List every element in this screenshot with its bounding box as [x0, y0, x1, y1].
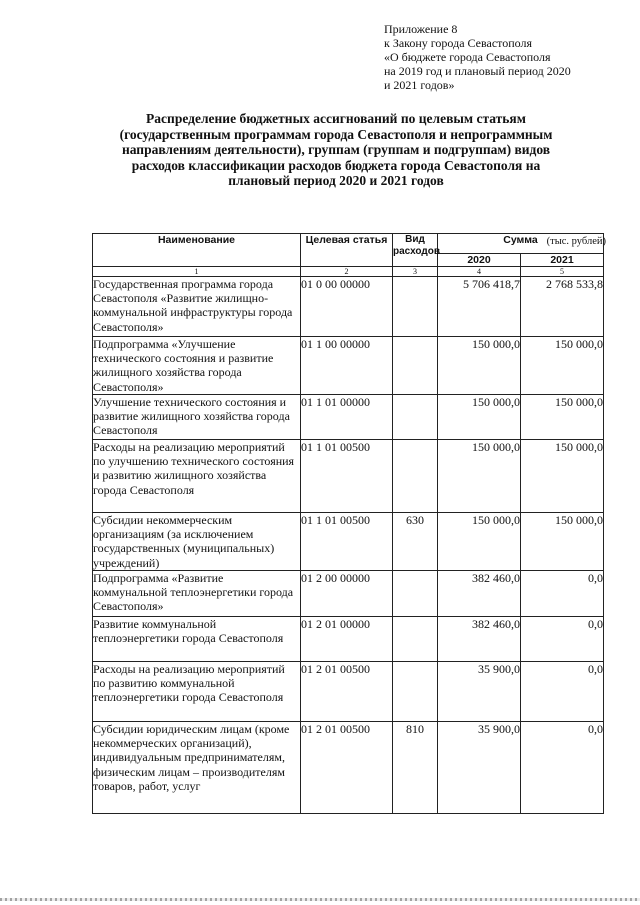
row-kind	[393, 395, 438, 440]
row-name: Развитие коммунальной теплоэнергетики города Севастополя	[93, 617, 301, 662]
row-name: Улучшение технического состояния и развитие жилищного хозяйства города Севастополя	[93, 395, 301, 440]
column-number: 2	[301, 267, 393, 277]
row-2020: 150 000,0	[438, 440, 521, 513]
row-kind: 630	[393, 513, 438, 571]
appendix-header	[384, 22, 624, 92]
row-code: 01 1 01 00500	[301, 440, 393, 513]
row-code: 01 2 00 00000	[301, 571, 393, 617]
appendix-line: и 2021 годов»	[384, 78, 455, 92]
row-code: 01 2 01 00500	[301, 662, 393, 722]
title-line: расходов классификации расходов бюджета города Севастополя на	[131, 157, 541, 173]
row-2021: 0,0	[521, 571, 604, 617]
row-2020: 35 900,0	[438, 722, 521, 814]
row-2020: 5 706 418,7	[438, 277, 521, 337]
table-row	[93, 722, 604, 814]
row-kind	[393, 571, 438, 617]
header-kind: Вид расходов	[393, 234, 438, 267]
scan-artifact	[0, 898, 640, 901]
table-row	[93, 513, 604, 571]
table-row	[93, 662, 604, 722]
row-name: Субсидии юридическим лицам (кроме некоммерческих организаций), индивидуальным предпринимателям, физическим лицам – производителям товаров, работ, услуг	[93, 722, 301, 814]
units-label: (тыс. рублей)	[546, 236, 606, 247]
appendix-line: к Закону города Севастополя	[384, 36, 533, 50]
row-2021: 0,0	[521, 617, 604, 662]
column-number: 4	[438, 267, 521, 277]
row-kind	[393, 277, 438, 337]
row-2021: 150 000,0	[521, 513, 604, 571]
row-kind	[393, 440, 438, 513]
row-name: Подпрограмма «Улучшение технического состояния и развитие жилищного хозяйства города Севастополя»	[93, 337, 301, 395]
row-kind	[393, 337, 438, 395]
row-code: 01 1 01 00000	[301, 395, 393, 440]
header-name: Наименование	[93, 234, 301, 267]
table-row	[93, 395, 604, 440]
row-2020: 150 000,0	[438, 513, 521, 571]
row-code: 01 2 01 00500	[301, 722, 393, 814]
header-sum: Сумма	[438, 234, 604, 254]
title-line: Распределение бюджетных ассигнований по целевым статьям	[146, 111, 526, 126]
column-number: 5	[521, 267, 604, 277]
title-line: (государственным программам города Севастополя и непрограммным	[119, 126, 553, 142]
appendix-line: «О бюджете города Севастополя	[384, 50, 551, 64]
row-kind	[393, 662, 438, 722]
row-name: Подпрограмма «Развитие коммунальной теплоэнергетики города Севастополя»	[93, 571, 301, 617]
row-code: 01 1 00 00000	[301, 337, 393, 395]
title-line: направлениям деятельности), группам (группам и подгруппам) видов	[121, 142, 551, 157]
row-name: Субсидии некоммерческим организациям (за исключением государственных (муниципальных) учреждений)	[93, 513, 301, 571]
row-kind	[393, 617, 438, 662]
row-2021: 0,0	[521, 662, 604, 722]
header-2021: 2021	[521, 254, 604, 267]
row-name: Расходы на реализацию мероприятий по улучшению технического состояния и развитию жилищного хозяйства города Севастополя	[93, 440, 301, 513]
row-2021: 150 000,0	[521, 337, 604, 395]
row-code: 01 0 00 00000	[301, 277, 393, 337]
appendix-line: на 2019 год и плановый период 2020	[384, 64, 571, 78]
row-2020: 35 900,0	[438, 662, 521, 722]
row-2020: 150 000,0	[438, 337, 521, 395]
table-row	[93, 440, 604, 513]
row-2021: 0,0	[521, 722, 604, 814]
table-row	[93, 571, 604, 617]
column-number: 1	[93, 267, 301, 277]
row-2021: 2 768 533,8	[521, 277, 604, 337]
table-row	[93, 337, 604, 395]
row-name: Государственная программа города Севастополя «Развитие жилищно-коммунальной инфраструктуры города Севастополя»	[93, 277, 301, 337]
column-numbers-row	[93, 267, 604, 277]
table-row	[93, 617, 604, 662]
row-code: 01 1 01 00500	[301, 513, 393, 571]
row-2020: 382 460,0	[438, 617, 521, 662]
budget-table	[92, 233, 604, 814]
row-name: Расходы на реализацию мероприятий по развитию коммунальной теплоэнергетики города Севастополя	[93, 662, 301, 722]
appendix-line: Приложение 8	[384, 22, 458, 36]
column-number: 3	[393, 267, 438, 277]
row-kind: 810	[393, 722, 438, 814]
title-line: плановый период 2020 и 2021 годов	[228, 173, 444, 188]
row-code: 01 2 01 00000	[301, 617, 393, 662]
row-2021: 150 000,0	[521, 440, 604, 513]
header-2020: 2020	[438, 254, 521, 267]
row-2020: 382 460,0	[438, 571, 521, 617]
document-title	[86, 111, 586, 189]
table-row	[93, 277, 604, 337]
row-2020: 150 000,0	[438, 395, 521, 440]
row-2021: 150 000,0	[521, 395, 604, 440]
header-code: Целевая статья	[301, 234, 393, 267]
